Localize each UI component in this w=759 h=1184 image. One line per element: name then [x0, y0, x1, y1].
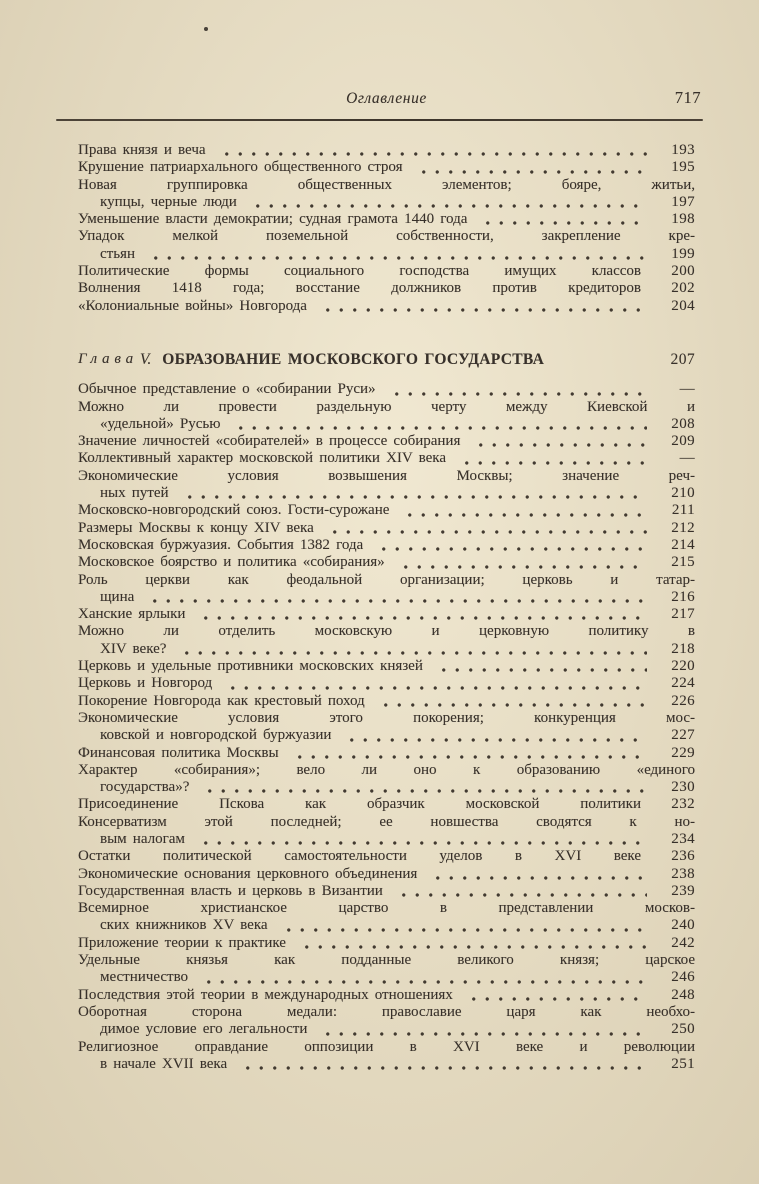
toc: [78, 142, 695, 1073]
entry-page-number: 211: [671, 502, 695, 519]
entry-line: Экономические условия возвышения Москвы; значение реч-: [78, 467, 695, 484]
entry-line: [78, 883, 695, 900]
entry-title: Московское боярство и политика «собирания»: [78, 554, 385, 571]
entry-page-number: 208: [671, 415, 695, 432]
entry-page-number: 214: [671, 536, 695, 553]
entry-title: Права князя и веча: [78, 142, 206, 158]
entry-line: Можно ли отделить московскую и церковную политику в: [78, 623, 695, 640]
entry-page-number: 239: [671, 882, 695, 899]
toc-entry: [78, 502, 695, 519]
toc-entry: [78, 606, 695, 623]
entry-title: Экономические основания церковного объединения: [78, 865, 418, 882]
toc-entry: [78, 796, 695, 813]
dot-leader: [198, 782, 647, 796]
entry-line: Экономические условия этого покорения; конкуренция мос-: [78, 709, 695, 726]
entry-line: [78, 935, 695, 952]
entry-title: димое условие его легальности: [100, 1021, 308, 1038]
toc-entry: [78, 433, 695, 450]
entry-page-number: 230: [671, 779, 695, 796]
dot-leader: [197, 973, 647, 987]
entry-page-number: 195: [671, 159, 695, 176]
dot-leader: [385, 385, 647, 399]
entry-title: Коллективный характер московской политики XIV века: [78, 450, 447, 467]
dot-leader: [372, 540, 647, 554]
ink-speck: [204, 27, 208, 31]
entry-line: [78, 1021, 695, 1038]
dot-leader: [178, 488, 647, 502]
entry-line: [78, 298, 695, 315]
entry-page-number: 227: [671, 727, 695, 744]
entry-line: [78, 606, 695, 623]
entry-title: ных путей: [100, 485, 169, 502]
dot-leader: [476, 214, 647, 228]
entry-title: Уменьшение власти демократии; судная грамота 1440 года: [78, 211, 468, 228]
entry-page-number: 197: [671, 193, 695, 210]
entry-line: Роль церкви как феодальной организации; церковь и татар-: [78, 571, 695, 588]
dot-leader: [462, 990, 647, 1004]
dot-leader: [215, 145, 647, 159]
entry-page-number: 232: [671, 796, 695, 813]
toc-entry: [78, 399, 695, 434]
chapter-number: V.: [139, 350, 152, 368]
entry-line: [78, 263, 695, 280]
entry-page-number: 218: [671, 640, 695, 657]
entry-line: Религиозное оправдание оппозиции в XVI веке и революции: [78, 1038, 695, 1055]
entry-line: [78, 450, 695, 467]
chapter-page-number: 207: [670, 350, 695, 368]
toc-entry: [78, 762, 695, 797]
entry-line: [78, 917, 695, 934]
toc-entry: [78, 381, 695, 398]
entry-title: Политические формы социального господства имущих классов: [78, 263, 641, 280]
chapter-label: Глава: [78, 350, 138, 367]
entry-page-number: 248: [671, 986, 695, 1003]
toc-entry: [78, 1004, 695, 1039]
dot-leader: [194, 834, 647, 848]
dot-leader: [175, 644, 647, 658]
toc-entry: [78, 298, 695, 315]
entry-line: [78, 831, 695, 848]
entry-title: ковской и новгородской буржуазии: [100, 727, 332, 744]
entry-page-number: 202: [671, 280, 695, 297]
dot-leader: [432, 661, 647, 675]
entry-title: Церковь и удельные противники московских князей: [78, 658, 423, 675]
entry-page-number: 250: [671, 1021, 695, 1038]
dot-leader: [394, 558, 647, 572]
entry-page-number: 198: [671, 211, 695, 228]
entry-title: Волнения 1418 года; восстание должников против кредиторов: [78, 280, 641, 297]
entry-page-number: 234: [671, 830, 695, 847]
entry-line: [78, 589, 695, 606]
toc-entry: [78, 623, 695, 658]
entry-page-number: —: [679, 381, 695, 398]
entry-title: государства»?: [100, 779, 190, 796]
dot-leader: [398, 506, 647, 520]
toc-entry: [78, 520, 695, 537]
dot-leader: [229, 419, 647, 433]
dot-leader: [288, 748, 647, 762]
toc-entry: [78, 450, 695, 467]
entry-line: Всемирное христианское царство в представлении москов-: [78, 900, 695, 917]
dot-leader: [143, 592, 647, 606]
dot-leader: [144, 249, 647, 263]
entry-page-number: 220: [671, 658, 695, 675]
entry-title: Покорение Новгорода как крестовый поход: [78, 692, 365, 709]
entry-line: Можно ли провести раздельную черту между Киевской и: [78, 398, 695, 415]
entry-line: [78, 159, 695, 176]
entry-title: Крушение патриархального общественного строя: [78, 159, 403, 176]
running-title: Оглавление: [346, 90, 427, 107]
toc-entry: [78, 693, 695, 710]
entry-title: Приложение теории к практике: [78, 934, 286, 951]
toc-entry: [78, 211, 695, 228]
entry-title: ских книжников XV века: [100, 917, 268, 934]
toc-entry: [78, 228, 695, 263]
dot-leader: [295, 938, 647, 952]
entry-title: местничество: [100, 969, 189, 986]
toc-entry: [78, 883, 695, 900]
dot-leader: [455, 454, 647, 468]
dot-leader: [194, 609, 647, 623]
entry-title: Обычное представление о «собирании Руси»: [78, 381, 376, 398]
dot-leader: [316, 1025, 647, 1039]
dot-leader: [340, 731, 647, 745]
dot-leader: [469, 436, 647, 450]
entry-title: вым налогам: [100, 830, 185, 847]
entry-line: [78, 987, 695, 1004]
dot-leader: [246, 197, 647, 211]
entry-line: [78, 485, 695, 502]
entry-line: [78, 246, 695, 263]
entry-page-number: 246: [671, 969, 695, 986]
dot-leader: [392, 886, 647, 900]
dot-leader: [277, 921, 647, 935]
entry-title: Московско-новгородский союз. Гости-сурожане: [78, 502, 390, 519]
entry-title: Ханские ярлыки: [78, 606, 186, 623]
toc-entry: [78, 866, 695, 883]
entry-page-number: 193: [671, 142, 695, 158]
dot-leader: [221, 679, 647, 693]
entry-page-number: 238: [671, 865, 695, 882]
entry-page-number: 210: [671, 485, 695, 502]
entry-page-number: 216: [671, 588, 695, 605]
toc-entry: [78, 935, 695, 952]
toc-entry: [78, 537, 695, 554]
entry-line: [78, 796, 695, 813]
entry-title: стьян: [100, 245, 135, 262]
entry-line: [78, 433, 695, 450]
entry-line: Новая группировка общественных элементов; бояре, житьи,: [78, 176, 695, 193]
entry-title: купцы, черные люди: [100, 193, 237, 210]
dot-leader: [426, 869, 647, 883]
entry-line: [78, 211, 695, 228]
dot-leader: [374, 696, 647, 710]
entry-line: [78, 1056, 695, 1073]
entry-line: [78, 641, 695, 658]
entry-line: [78, 520, 695, 537]
entry-title: Присоединение Пскова как образчик московской политики: [78, 796, 641, 813]
entry-page-number: 224: [671, 675, 695, 692]
entry-line: Консерватизм этой последней; ее новшества сводятся к но-: [78, 813, 695, 830]
entry-line: [78, 381, 695, 398]
page-header: [78, 88, 701, 111]
entry-line: [78, 745, 695, 762]
entry-page-number: —: [679, 450, 695, 467]
chapter-title: ОБРАЗОВАНИЕ МОСКОВСКОГО ГОСУДАРСТВА: [162, 350, 545, 368]
toc-entry: [78, 554, 695, 571]
toc-entry: [78, 658, 695, 675]
entry-title: Последствия этой теории в международных отношениях: [78, 986, 453, 1003]
header-rule: [56, 119, 703, 121]
toc-entry: [78, 177, 695, 212]
dot-leader: [236, 1059, 647, 1073]
toc-entry: [78, 745, 695, 762]
entry-page-number: 217: [671, 606, 695, 623]
entry-title: «Колониальные войны» Новгорода: [78, 297, 307, 314]
entry-line: [78, 502, 695, 519]
entry-line: Оборотная сторона медали: православие царя как необхо-: [78, 1003, 695, 1020]
toc-entry: [78, 572, 695, 607]
entry-title: Значение личностей «собирателей» в процессе собирания: [78, 433, 461, 450]
entry-line: [78, 693, 695, 710]
toc-entry: [78, 675, 695, 692]
toc-entry: [78, 814, 695, 849]
entry-page-number: 236: [671, 848, 695, 865]
entry-page-number: 199: [671, 245, 695, 262]
entry-title: XIV веке?: [100, 640, 167, 657]
entry-title: «удельной» Русью: [100, 415, 221, 432]
entry-line: [78, 280, 695, 297]
entry-page-number: 242: [671, 934, 695, 951]
entry-line: [78, 675, 695, 692]
entry-title: в начале XVII века: [100, 1055, 228, 1072]
entry-page-number: 229: [671, 744, 695, 761]
entry-line: Удельные князья как подданные великого князя; царское: [78, 952, 695, 969]
entry-page-number: 251: [671, 1055, 695, 1072]
dot-leader: [323, 523, 647, 537]
entry-page-number: 240: [671, 917, 695, 934]
entry-title: Московская буржуазия. События 1382 года: [78, 536, 364, 553]
toc-entry: [78, 848, 695, 865]
entry-page-number: 209: [671, 433, 695, 450]
toc-entry: [78, 952, 695, 987]
entry-line: [78, 537, 695, 554]
entry-line: [78, 142, 695, 159]
entry-line: [78, 554, 695, 571]
entry-line: [78, 866, 695, 883]
entry-page-number: 215: [671, 554, 695, 571]
toc-entry: [78, 710, 695, 745]
entry-line: [78, 194, 695, 211]
entry-title: щина: [100, 588, 135, 605]
toc-entry: [78, 1039, 695, 1074]
entry-line: [78, 969, 695, 986]
entry-title: Финансовая политика Москвы: [78, 744, 279, 761]
entry-page-number: 204: [671, 297, 695, 314]
toc-entry: [78, 142, 695, 159]
entry-line: [78, 658, 695, 675]
entry-line: [78, 416, 695, 433]
entry-line: [78, 779, 695, 796]
entry-line: Упадок мелкой поземельной собственности, закрепление кре-: [78, 228, 695, 245]
entry-title: Государственная власть и церковь в Византии: [78, 882, 383, 899]
toc-entry: [78, 900, 695, 935]
entry-page-number: 200: [671, 263, 695, 280]
entry-title: Остатки политической самостоятельности уделов в XVI веке: [78, 848, 641, 865]
toc-entry: [78, 987, 695, 1004]
entry-line: [78, 727, 695, 744]
entry-page-number: 226: [671, 692, 695, 709]
dot-leader: [412, 163, 647, 177]
entry-page-number: 212: [671, 519, 695, 536]
entry-line: [78, 848, 695, 865]
entry-title: Размеры Москвы к концу XIV века: [78, 519, 314, 536]
entry-title: Церковь и Новгород: [78, 675, 213, 692]
dot-leader: [316, 301, 647, 315]
toc-entry: [78, 263, 695, 280]
toc-entry: [78, 468, 695, 503]
page-number: 717: [674, 88, 701, 107]
toc-entry: [78, 159, 695, 176]
toc-entry: [78, 280, 695, 297]
chapter-heading: [78, 351, 695, 368]
entry-line: Характер «собирания»; вело ли оно к образованию «единого: [78, 761, 695, 778]
